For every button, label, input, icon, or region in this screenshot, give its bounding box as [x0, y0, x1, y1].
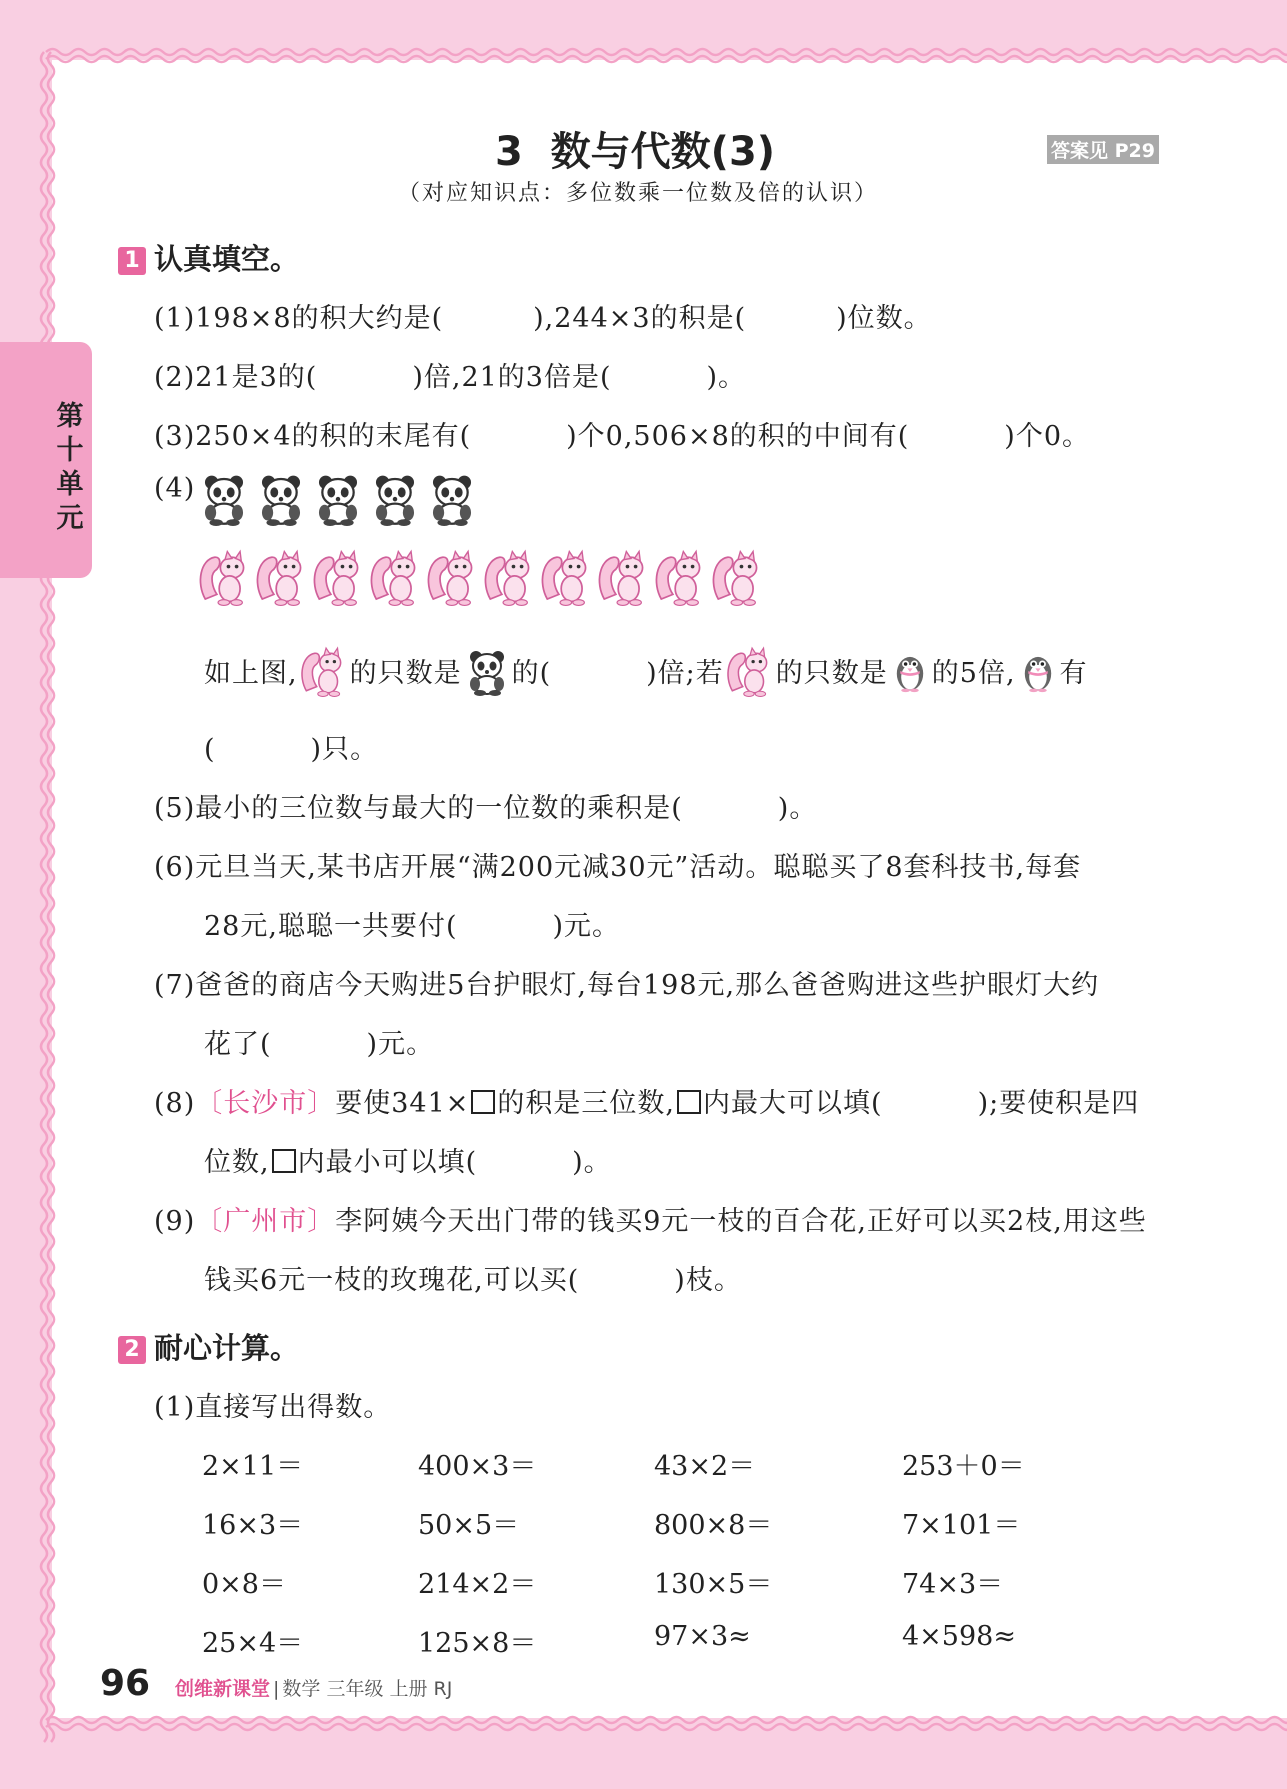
- region-tag: 〔长沙市〕: [195, 1088, 336, 1119]
- squirrel-icon: [424, 548, 482, 610]
- page-subtitle: （对应知识点：多位数乘一位数及倍的认识）: [398, 181, 879, 206]
- answer-reference: 答案见 P29: [1047, 135, 1159, 164]
- calc-item: 4×598≈: [902, 1621, 1016, 1652]
- section-2-heading: [118, 1326, 299, 1367]
- question-6: (6)元旦当天,某书店开展“满200元减30元”活动。聪聪买了8套科技书,每套: [154, 852, 1082, 883]
- calc-item: 74×3＝: [902, 1569, 1004, 1600]
- calc-item: 125×8＝: [418, 1628, 537, 1659]
- calc-item: 25×4＝: [202, 1628, 304, 1659]
- section-1-title: 认真填空。: [154, 242, 300, 276]
- panda-icon: [196, 470, 252, 530]
- question-3: (3)250×4的积的末尾有( )个0,506×8的积的中间有( )个0。: [154, 421, 1091, 452]
- calc-item: 16×3＝: [202, 1510, 304, 1541]
- calc-item: 130×5＝: [654, 1569, 773, 1600]
- wavy-border-line: [46, 1724, 1287, 1730]
- calc-item: 0×8＝: [202, 1569, 286, 1600]
- question-6-cont: 28元,聪聪一共要付( )元。: [204, 911, 621, 942]
- squirrel-icon: [310, 548, 368, 610]
- wavy-border-line: [41, 52, 47, 1742]
- question-7: (7)爸爸的商店今天购进5台护眼灯,每台198元,那么爸爸购进这些护眼灯大约: [154, 970, 1100, 1001]
- panda-icon: [367, 470, 423, 530]
- blank-box[interactable]: [272, 1149, 296, 1173]
- squirrel-icon: [538, 548, 596, 610]
- squirrel-icon: [724, 645, 776, 704]
- section-1-number: 1: [118, 247, 146, 275]
- calc-item: 2×11＝: [202, 1451, 304, 1482]
- calc-item: 7×101＝: [902, 1510, 1021, 1541]
- squirrel-icon: [709, 548, 767, 610]
- squirrel-icon: [481, 548, 539, 610]
- page-number: 96: [100, 1663, 151, 1704]
- calc-item: 253＋0＝: [902, 1451, 1025, 1482]
- calc-item: 400×3＝: [418, 1451, 537, 1482]
- panda-icon: [253, 470, 309, 530]
- calc-subtitle: (1)直接写出得数。: [154, 1392, 392, 1423]
- squirrel-row: [196, 548, 776, 610]
- question-4-text: 如上图, 的只数是 的( )倍;若 的只数是 的5倍, 有: [204, 645, 1088, 704]
- calc-item: 97×3≈: [654, 1621, 751, 1652]
- question-5: (5)最小的三位数与最大的一位数的乘积是( )。: [154, 793, 818, 824]
- question-1: (1)198×8的积大约是( ),244×3的积是( )位数。: [154, 303, 932, 334]
- penguin-icon: [1016, 649, 1060, 700]
- blank-box[interactable]: [471, 1090, 495, 1114]
- section-2-title: 耐心计算。: [154, 1331, 300, 1365]
- squirrel-icon: [298, 645, 350, 704]
- question-9-cont: 钱买6元一枝的玫瑰花,可以买( )枝。: [204, 1265, 742, 1296]
- section-2-number: 2: [118, 1336, 146, 1364]
- region-tag: 〔广州市〕: [195, 1206, 336, 1237]
- panda-icon: [462, 646, 512, 703]
- squirrel-icon: [595, 548, 653, 610]
- section-1-heading: [118, 237, 299, 278]
- question-8: (8)〔长沙市〕要使341× 的积是三位数, 内最大可以填( );要使积是四: [154, 1088, 1140, 1119]
- question-2: (2)21是3的( )倍,21的3倍是( )。: [154, 362, 747, 393]
- calc-item: 43×2＝: [654, 1451, 756, 1482]
- squirrel-icon: [196, 548, 254, 610]
- question-4-label: (4): [154, 473, 196, 504]
- calc-item: 800×8＝: [654, 1510, 773, 1541]
- squirrel-icon: [253, 548, 311, 610]
- page-title: 3 数与代数(3): [495, 129, 776, 175]
- brand-name: 创维新课堂: [175, 1678, 271, 1700]
- question-4-text-cont: ( )只。: [204, 734, 379, 765]
- calc-item: 50×5＝: [418, 1510, 520, 1541]
- question-7-cont: 花了( )元。: [204, 1029, 435, 1060]
- penguin-icon: [888, 649, 932, 700]
- wavy-border-line: [46, 49, 1287, 55]
- squirrel-icon: [652, 548, 710, 610]
- panda-icon: [310, 470, 366, 530]
- blank-box[interactable]: [677, 1090, 701, 1114]
- question-9: (9)〔广州市〕李阿姨今天出门带的钱买9元一枝的百合花,正好可以买2枝,用这些: [154, 1206, 1147, 1237]
- unit-side-tab-label: 第 十 单 元: [56, 401, 84, 534]
- panda-icon: [424, 470, 480, 530]
- calc-item: 214×2＝: [418, 1569, 537, 1600]
- question-8-cont: 位数, 内最小可以填( )。: [204, 1147, 612, 1178]
- squirrel-icon: [367, 548, 425, 610]
- footer-info: 创维新课堂 | 数学 三年级 上册 RJ: [175, 1678, 453, 1700]
- panda-row: [196, 470, 496, 532]
